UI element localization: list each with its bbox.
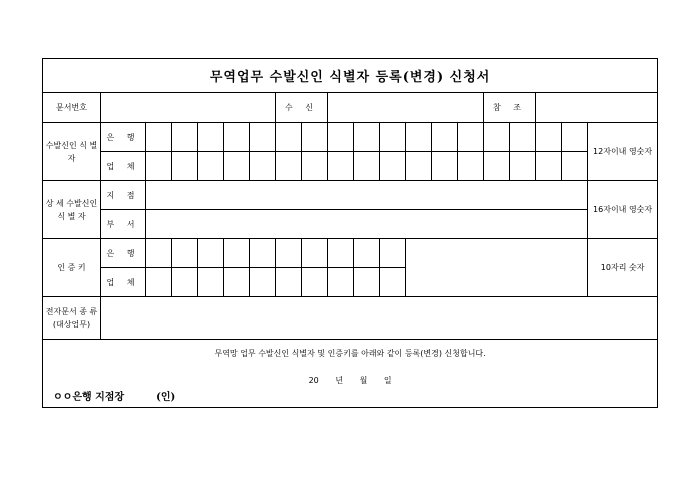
auth-key-label: 인 증 키 [43,239,101,297]
detail-dept-field[interactable] [146,210,588,239]
sender-id-company-cell[interactable] [146,152,172,181]
auth-key-company-cell[interactable] [198,268,224,297]
seal-mark: (인) [156,392,176,403]
sender-id-company-cell[interactable] [432,152,458,181]
footer-section [43,340,658,408]
sender-id-bank-cell[interactable] [250,123,276,152]
auth-key-company-cell[interactable] [380,268,406,297]
sender-id-bank-cell[interactable] [302,123,328,152]
sender-id-bank-cell[interactable] [198,123,224,152]
sender-id-company-cell[interactable] [458,152,484,181]
auth-key-bank-cell[interactable] [250,239,276,268]
sender-id-company-cell[interactable] [354,152,380,181]
reference-field[interactable] [536,93,658,123]
sender-id-bank-cell[interactable] [536,123,562,152]
signature-block [53,388,175,403]
auth-key-company-cell[interactable] [328,268,354,297]
sender-id-bank-cell[interactable] [406,123,432,152]
auth-key-bank-label: 은 행 [101,239,146,268]
auth-key-company-cell[interactable] [224,268,250,297]
detail-sender-id-note-text: 16자이내 영숫자 [593,205,653,214]
sender-id-bank-cell[interactable] [432,123,458,152]
sender-id-company-cell[interactable] [172,152,198,181]
sender-id-note [588,123,658,181]
application-form [42,58,653,408]
auth-key-bank-cell[interactable] [276,239,302,268]
doc-number-label: 문서번호 [43,93,101,123]
auth-key-bank-cell[interactable] [172,239,198,268]
sender-id-company-cell[interactable] [250,152,276,181]
sender-id-bank-cell[interactable] [354,123,380,152]
recipient-label: 수 신 [276,93,328,123]
sender-id-bank-label: 은 행 [101,123,146,152]
sender-id-bank-cell[interactable] [562,123,588,152]
sender-id-bank-cell[interactable] [458,123,484,152]
auth-key-company-cell[interactable] [172,268,198,297]
sender-id-company-cell[interactable] [510,152,536,181]
sender-id-bank-cell[interactable] [224,123,250,152]
doc-type-field[interactable] [101,297,658,340]
sender-id-company-cell[interactable] [328,152,354,181]
reference-label: 참 조 [484,93,536,123]
doc-type-label: 전자문서 종 류 (대상업무) [43,297,101,340]
sender-id-company-cell[interactable] [276,152,302,181]
sender-id-company-cell[interactable] [224,152,250,181]
sender-id-bank-cell[interactable] [146,123,172,152]
auth-key-company-cell[interactable] [276,268,302,297]
auth-key-company-cell[interactable] [302,268,328,297]
recipient-field[interactable] [328,93,484,123]
doc-number-field[interactable] [101,93,276,123]
auth-key-bank-cell[interactable] [198,239,224,268]
sender-id-bank-cell[interactable] [172,123,198,152]
sender-id-company-cell[interactable] [484,152,510,181]
detail-sender-id-note [588,181,658,239]
form-title: 무역업무 수발신인 식별자 등록(변경) 신청서 [43,59,658,93]
sender-id-company-cell[interactable] [198,152,224,181]
sender-id-bank-cell[interactable] [484,123,510,152]
auth-key-bank-cell[interactable] [380,239,406,268]
auth-key-company-cell[interactable] [354,268,380,297]
application-date: 20 년 월 일 [308,376,392,385]
sender-id-bank-cell[interactable] [380,123,406,152]
signer-name: ㅇㅇ은행 지점장 [53,392,125,403]
sender-id-company-cell[interactable] [406,152,432,181]
auth-key-bank-cell[interactable] [146,239,172,268]
sender-id-bank-cell[interactable] [328,123,354,152]
form-table [42,58,658,408]
auth-key-bank-cell[interactable] [224,239,250,268]
sender-id-bank-cell[interactable] [510,123,536,152]
sender-id-label: 수발신인 식 별 자 [43,123,101,181]
sender-id-company-cell[interactable] [562,152,588,181]
detail-dept-label: 부 서 [101,210,146,239]
sender-id-note-text: 12자이내 영숫자 [593,147,653,156]
auth-key-bank-cell[interactable] [354,239,380,268]
auth-key-note-text: 10자리 숫자 [600,263,645,272]
detail-branch-label: 지 점 [101,181,146,210]
auth-key-company-cell[interactable] [146,268,172,297]
sender-id-company-cell[interactable] [536,152,562,181]
sender-id-company-label: 업 체 [101,152,146,181]
auth-key-bank-cell[interactable] [328,239,354,268]
auth-key-bank-cell[interactable] [302,239,328,268]
application-statement: 무역망 업무 수발신인 식별자 및 인증키를 아래와 같이 등록(변경) 신청합니다. [214,349,486,358]
sender-id-company-cell[interactable] [380,152,406,181]
sender-id-company-cell[interactable] [302,152,328,181]
auth-key-company-label: 업 체 [101,268,146,297]
sender-id-bank-cell[interactable] [276,123,302,152]
auth-key-note [588,239,658,297]
auth-key-blank-area [406,239,588,297]
auth-key-company-cell[interactable] [250,268,276,297]
detail-sender-id-label: 상 세 수발신인 식 별 자 [43,181,101,239]
detail-branch-field[interactable] [146,181,588,210]
